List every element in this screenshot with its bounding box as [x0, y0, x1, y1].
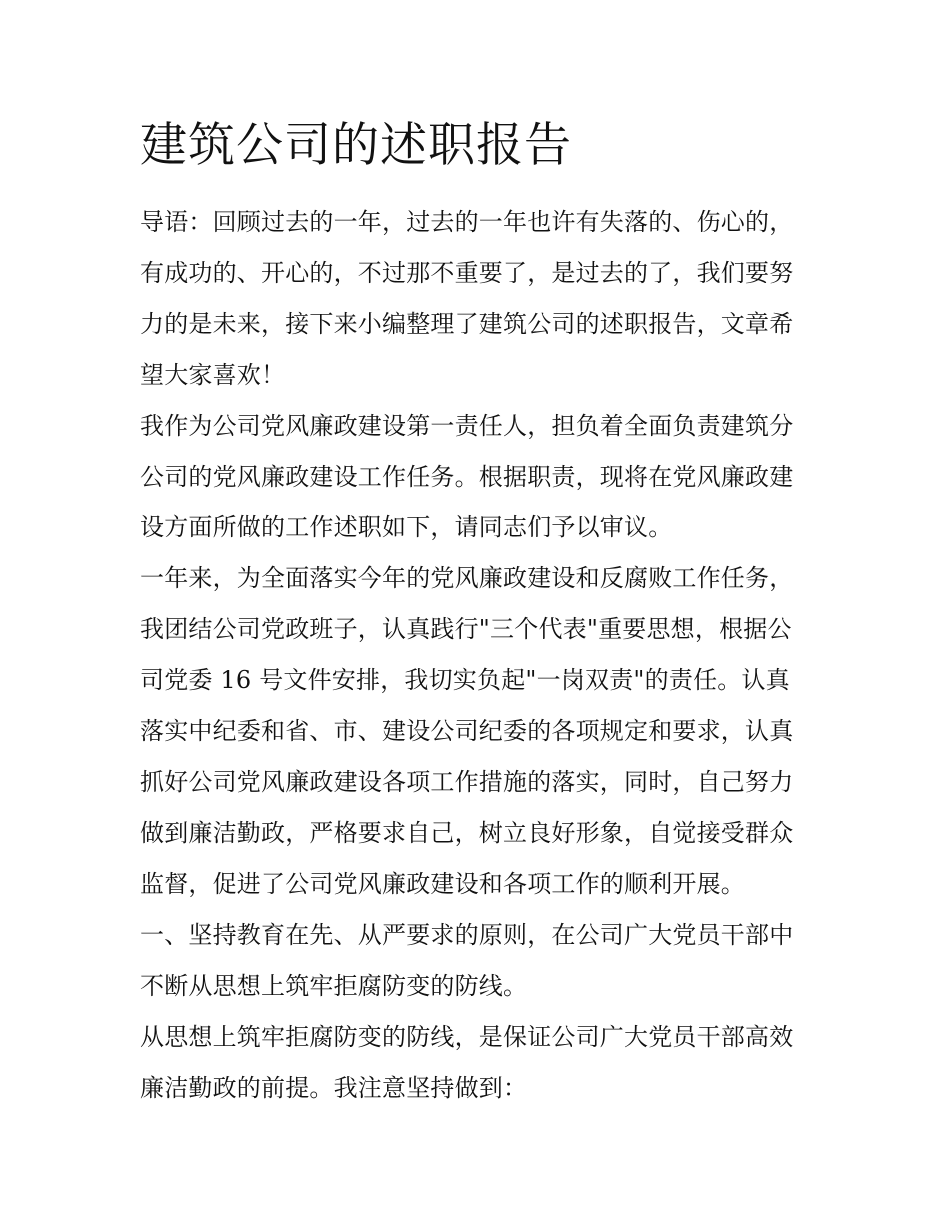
text-line: 从思想上筑牢拒腐防变的防线，是保证公司广大党员干部高效	[140, 1023, 794, 1051]
text-line: 一、坚持教育在先、从严要求的原则，在公司广大党员干部中	[140, 921, 794, 949]
text-line: 做到廉洁勤政，严格要求自己，树立良好形象，自觉接受群众	[140, 819, 794, 847]
text-line: 廉洁勤政的前提。我注意坚持做到：	[140, 1074, 528, 1102]
text-line: 设方面所做的工作述职如下，请同志们予以审议。	[140, 513, 673, 541]
text-line: 力的是未来，接下来小编整理了建筑公司的述职报告，文章希	[140, 310, 794, 338]
text-line: 抓好公司党风廉政建设各项工作措施的落实，同时，自己努力	[140, 768, 794, 796]
text-line: 望大家喜欢！	[140, 361, 286, 389]
text-line: 落实中纪委和省、市、建设公司纪委的各项规定和要求，认真	[140, 717, 794, 745]
text-line: 监督，促进了公司党风廉政建设和各项工作的顺利开展。	[140, 870, 745, 898]
text-line: 不断从思想上筑牢拒腐防变的防线。	[140, 972, 528, 1000]
text-line: 我团结公司党政班子，认真践行"三个代表"重要思想，根据公	[140, 615, 792, 643]
text-line: 有成功的、开心的，不过那不重要了，是过去的了，我们要努	[140, 259, 794, 287]
text-line: 我作为公司党风廉政建设第一责任人，担负着全面负责建筑分	[140, 412, 794, 440]
text-line: 导语：回顾过去的一年，过去的一年也许有失落的、伤心的，	[140, 208, 794, 236]
document-title: 建筑公司的述职报告	[140, 118, 572, 173]
text-line: 一年来，为全面落实今年的党风廉政建设和反腐败工作任务，	[140, 564, 794, 592]
text-line: 司党委 16 号文件安排，我切实负起"一岗双责"的责任。认真	[140, 666, 790, 694]
text-line: 公司的党风廉政建设工作任务。根据职责，现将在党风廉政建	[140, 463, 794, 491]
